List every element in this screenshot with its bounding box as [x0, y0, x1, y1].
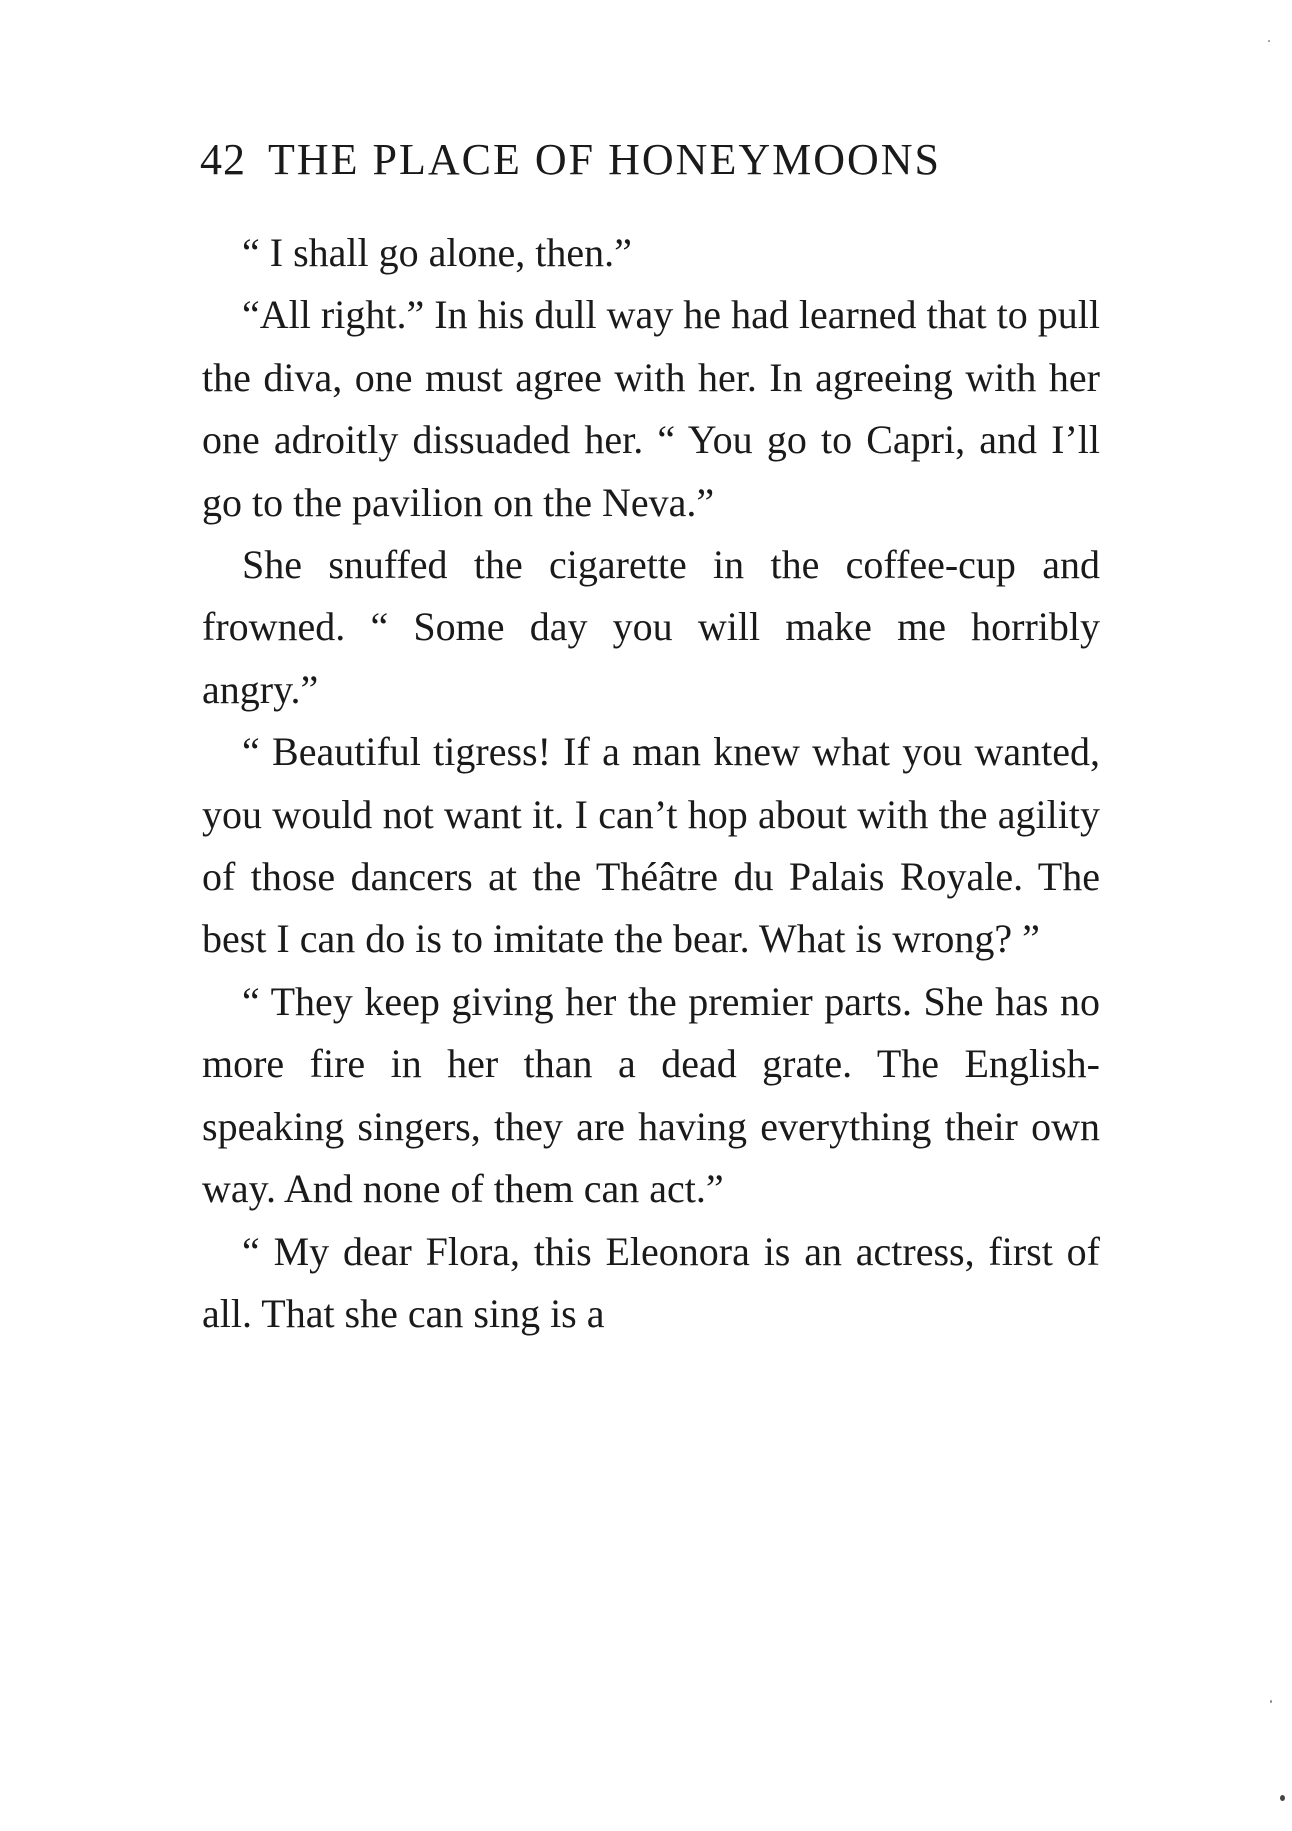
paragraph: “All right.” In his dull way he had learned that to pull the diva, one must agree with her. In agreeing with her one adroitly dissuaded her. “ You go to Capri, and I’ll go to the pavilion on the Neva.”: [202, 292, 1100, 525]
paragraph: “ Beautiful tigress! If a man knew what you wanted, you would not want it. I can’t hop about with the agility of those dancers at the Théâtre du Palais Royale. The best I can do is to imitate the bear. What is wrong? ”: [202, 729, 1100, 962]
paper-speck: [1268, 40, 1270, 42]
running-header: [200, 130, 1100, 190]
paper-speck: [1270, 1700, 1272, 1703]
running-title: THE PLACE OF HONEYMOONS: [268, 135, 942, 184]
body-text: [202, 222, 1100, 1345]
paragraph: “ They keep giving her the premier parts. She has no more fire in her than a dead grate. The English-speaking singers, they are having everything their own way. And none of them can act.”: [202, 978, 1100, 1212]
paragraph: “ I shall go alone, then.”: [242, 230, 632, 275]
paragraph: She snuffed the cigarette in the coffee-cup and frowned. “ Some day you will make me horribly angry.”: [202, 542, 1100, 712]
paper-speck: [1280, 1795, 1285, 1801]
page-number: 42: [200, 135, 246, 184]
paragraph: “ My dear Flora, this Eleonora is an actress, first of all. That she can sing is a: [202, 1228, 1100, 1336]
